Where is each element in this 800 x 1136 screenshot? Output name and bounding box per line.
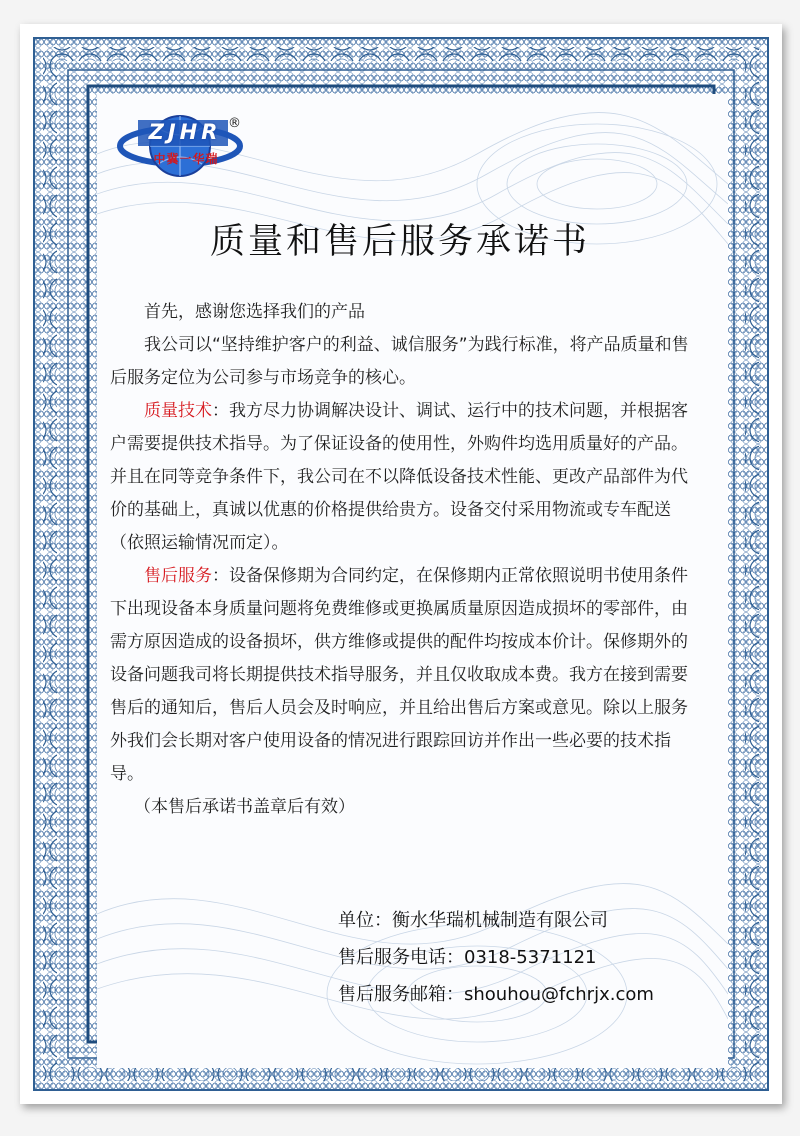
email-line [338,976,738,1013]
company-logo [102,108,252,198]
intro-paragraph: 首先，感谢您选择我们的产品 [144,302,365,322]
service-label: 售后服务 [144,566,212,586]
quality-paragraph [110,395,700,560]
service-text: ：设备保修期为合同约定，在保修期内正常依照说明书使用条件下出现设备本身质量问题将免费维修或更换属质量原因造成损坏的零部件，由需方原因造成的设备损坏，供方维修或提供的配件均按成本价计。保修期外的设备问题我司将长期提供技术指导服务，并且仅收取成本费。我方在接到需要售后的通知后，售后人员会及时响应，并且给出售后方案或意见。除以上服务外我们会长期对客户使用设备的情况进行跟踪回访并作出一些必要的技术指导。 [110,566,688,784]
company-label: 单位： [338,910,392,931]
document-body [110,296,700,824]
email-address: shouhou@fchrjx.com [464,984,654,1005]
contact-block [338,902,738,1013]
logo-brand-cn: 中冀一华瑞 [153,152,219,166]
logo-brand-en: ZJHR [148,120,222,144]
quality-label: 质量技术 [144,401,212,421]
service-paragraph [110,560,700,791]
document-title: 质量和售后服务承诺书 [209,222,590,262]
company-name: 衡水华瑞机械制造有限公司 [392,910,608,931]
phone-number: 0318-5371121 [464,947,597,968]
email-label: 售后服务邮箱： [338,984,464,1005]
registered-mark: ® [228,116,241,131]
phone-label: 售后服务电话： [338,947,464,968]
validity-note: （本售后承诺书盖章后有效） [134,797,355,817]
phone-line [338,939,738,976]
quality-text: ：我方尽力协调解决设计、调试、运行中的技术问题，并根据客户需要提供技术指导。为了保证设备的使用性，外购件均选用质量好的产品。并且在同等竞争条件下，我公司在不以降低设备技术性能、更改产品部件为代价的基础上，真诚以优惠的价格提供给贵方。设备交付采用物流或专车配送（依照运输情况而定）。 [110,401,688,553]
company-line [338,902,738,939]
principle-paragraph: 我公司以“坚持维护客户的利益、诚信服务”为践行标准，将产品质量和售后服务定位为公司参与市场竞争的核心。 [110,335,689,388]
